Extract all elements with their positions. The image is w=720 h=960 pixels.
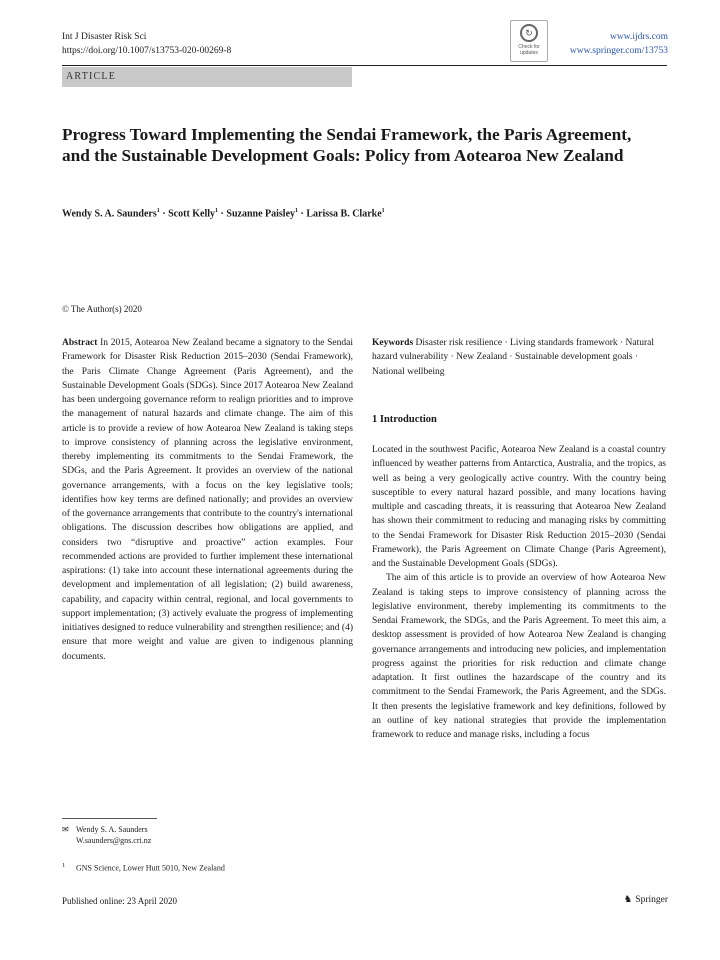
copyright-notice: © The Author(s) 2020 <box>62 304 142 314</box>
affiliation-footnote <box>62 860 225 874</box>
footnote-divider <box>62 818 157 819</box>
publisher-logo <box>624 894 668 905</box>
check-for-updates-badge[interactable] <box>510 20 548 62</box>
published-date: Published online: 23 April 2020 <box>62 896 178 906</box>
intro-paragraph: The aim of this article is to provide an overview of how Aotearoa New Zealand is taking steps to improve consistency of planning across the legislative environment, thereby implementing its commitments to the Sendai Framework, the SDGs, and the Paris Agreement. To meet this aim, a desktop assessment is provided of how Aotearoa New Zealand is changing governance arrangements and introducing new policies, and implementation progress against the priorities for risk reduction and climate change adaptation. It first outlines the hazardscape of the country and its commitment to the Sendai Framework, the Paris Agreement, and the SDGs. It then presents the legislative framework and key definitions, followed by an outline of key national strategies that provide the implementation framework to reduce and manage risks, including a focus <box>372 573 666 740</box>
author-affiliation-mark: 1 <box>381 208 385 214</box>
publisher-name: Springer <box>635 894 668 905</box>
update-icon: ↻ <box>520 24 538 42</box>
author-affiliation-mark: 1 <box>295 208 299 214</box>
journal-name: Int J Disaster Risk Sci <box>62 32 147 42</box>
corresponding-author-name: Wendy S. A. Saunders <box>76 825 148 834</box>
author-name[interactable]: Wendy S. A. Saunders <box>62 208 157 220</box>
article-type-label: ARTICLE <box>66 71 117 82</box>
springer-horse-icon: ♞ <box>623 895 633 905</box>
keywords <box>372 336 666 379</box>
author-name[interactable]: Suzanne Paisley <box>226 208 296 220</box>
corresponding-author-email[interactable]: W.saunders@gns.cri.nz <box>76 836 152 845</box>
author-affiliation-mark: 1 <box>215 208 219 214</box>
abstract-label: Abstract <box>62 338 98 348</box>
paper-title: Progress Toward Implementing the Sendai Framework, the Paris Agreement, and the Sustainable Development Goals: Policy from Aotearoa New Zealand <box>62 125 632 165</box>
keywords-label: Keywords <box>372 338 414 348</box>
corresponding-author <box>62 824 151 846</box>
journal-links <box>570 30 668 58</box>
keywords-text: Disaster risk resilience · Living standards framework · Natural hazard vulnerability · New Zealand · Sustainable development goals · National wellbeing <box>372 338 655 377</box>
affiliation-text: GNS Science, Lower Hutt 5010, New Zealand <box>76 863 225 873</box>
author-list: Wendy S. A. Saunders$^1$ · Scott Kelly$^1$ · Suzanne Paisley$^1$ · Larissa B. Clarke$^1$ <box>62 208 385 220</box>
affiliation-mark: 1 <box>62 862 66 869</box>
author-name[interactable]: Larissa B. Clarke <box>306 208 382 220</box>
author-affiliation-mark: 1 <box>156 208 160 214</box>
intro-paragraph: Located in the southwest Pacific, Aotearoa New Zealand is a coastal country influenced by weather patterns from Antarctica, Australia, and the tropics, as well as being a very geologically active country. With the country being susceptible to every natural hazard possible, and many locations having multiple and cascading threats, it is reassuring that Aotearoa New Zealand has shown their commitment to reducing and managing risks by committing to the Sendai Framework for Disaster Risk Reduction 2015–2030 (Sendai Framework), the Paris Agreement on Climate Change (Paris Agreement), and the Sustainable Development Goals (SDGs). <box>372 445 666 569</box>
author-name[interactable]: Scott Kelly <box>168 208 216 220</box>
doi-link[interactable]: https://doi.org/10.1007/s13753-020-00269-8 <box>62 46 232 56</box>
section-heading: 1 Introduction <box>372 413 437 425</box>
journal-header <box>62 30 231 58</box>
right-column <box>372 336 666 742</box>
journal-website-link[interactable]: www.ijdrs.com <box>610 32 668 42</box>
email-icon: ✉ <box>62 825 69 834</box>
badge-label: Check for updates <box>518 44 540 56</box>
abstract-text: In 2015, Aotearoa New Zealand became a signatory to the Sendai Framework for Disaster Risk Reduction 2015–2030 (Sendai Framework), the Paris Climate Change Agreement (Paris Agreement), and the Sustainable Development Goals (SDGs). Since 2017 Aotearoa New Zealand has been undergoing governance reform to realign priorities and to improve the management of natural hazards and climate change. The aim of this article is to provide a review of how Aotearoa New Zealand is taking steps to improve consistency of planning across the legislative environment, thereby implementing its commitments to the Sendai Framework, the SDGs, and the Paris Agreement. It provides an overview of the national governance arrangements, with a focus on the key legislative tools; identifies how key terms are defined nationally; and provides an overview of the governance arrangements that contribute to the country's international obligations. The discussion describes how obligations are applied, and considers two “disruptive and proactive” action examples. Four recommended actions are provided to further implement these international aspirations: (1) take into account these international agreements during the development and implementation of all legislation; (2) build awareness, capability, and capacity within central, regional, and local governments to support implementation; (3) actively evaluate the progress of implementing initiatives designed to reduce vulnerability and strengthen resilience; and (4) ensure that more weight and value are given to indigenous planning documents. <box>62 338 354 662</box>
springer-link[interactable]: www.springer.com/13753 <box>569 46 668 56</box>
abstract <box>62 336 353 664</box>
abstract-column <box>62 336 353 664</box>
header-divider <box>62 65 667 66</box>
